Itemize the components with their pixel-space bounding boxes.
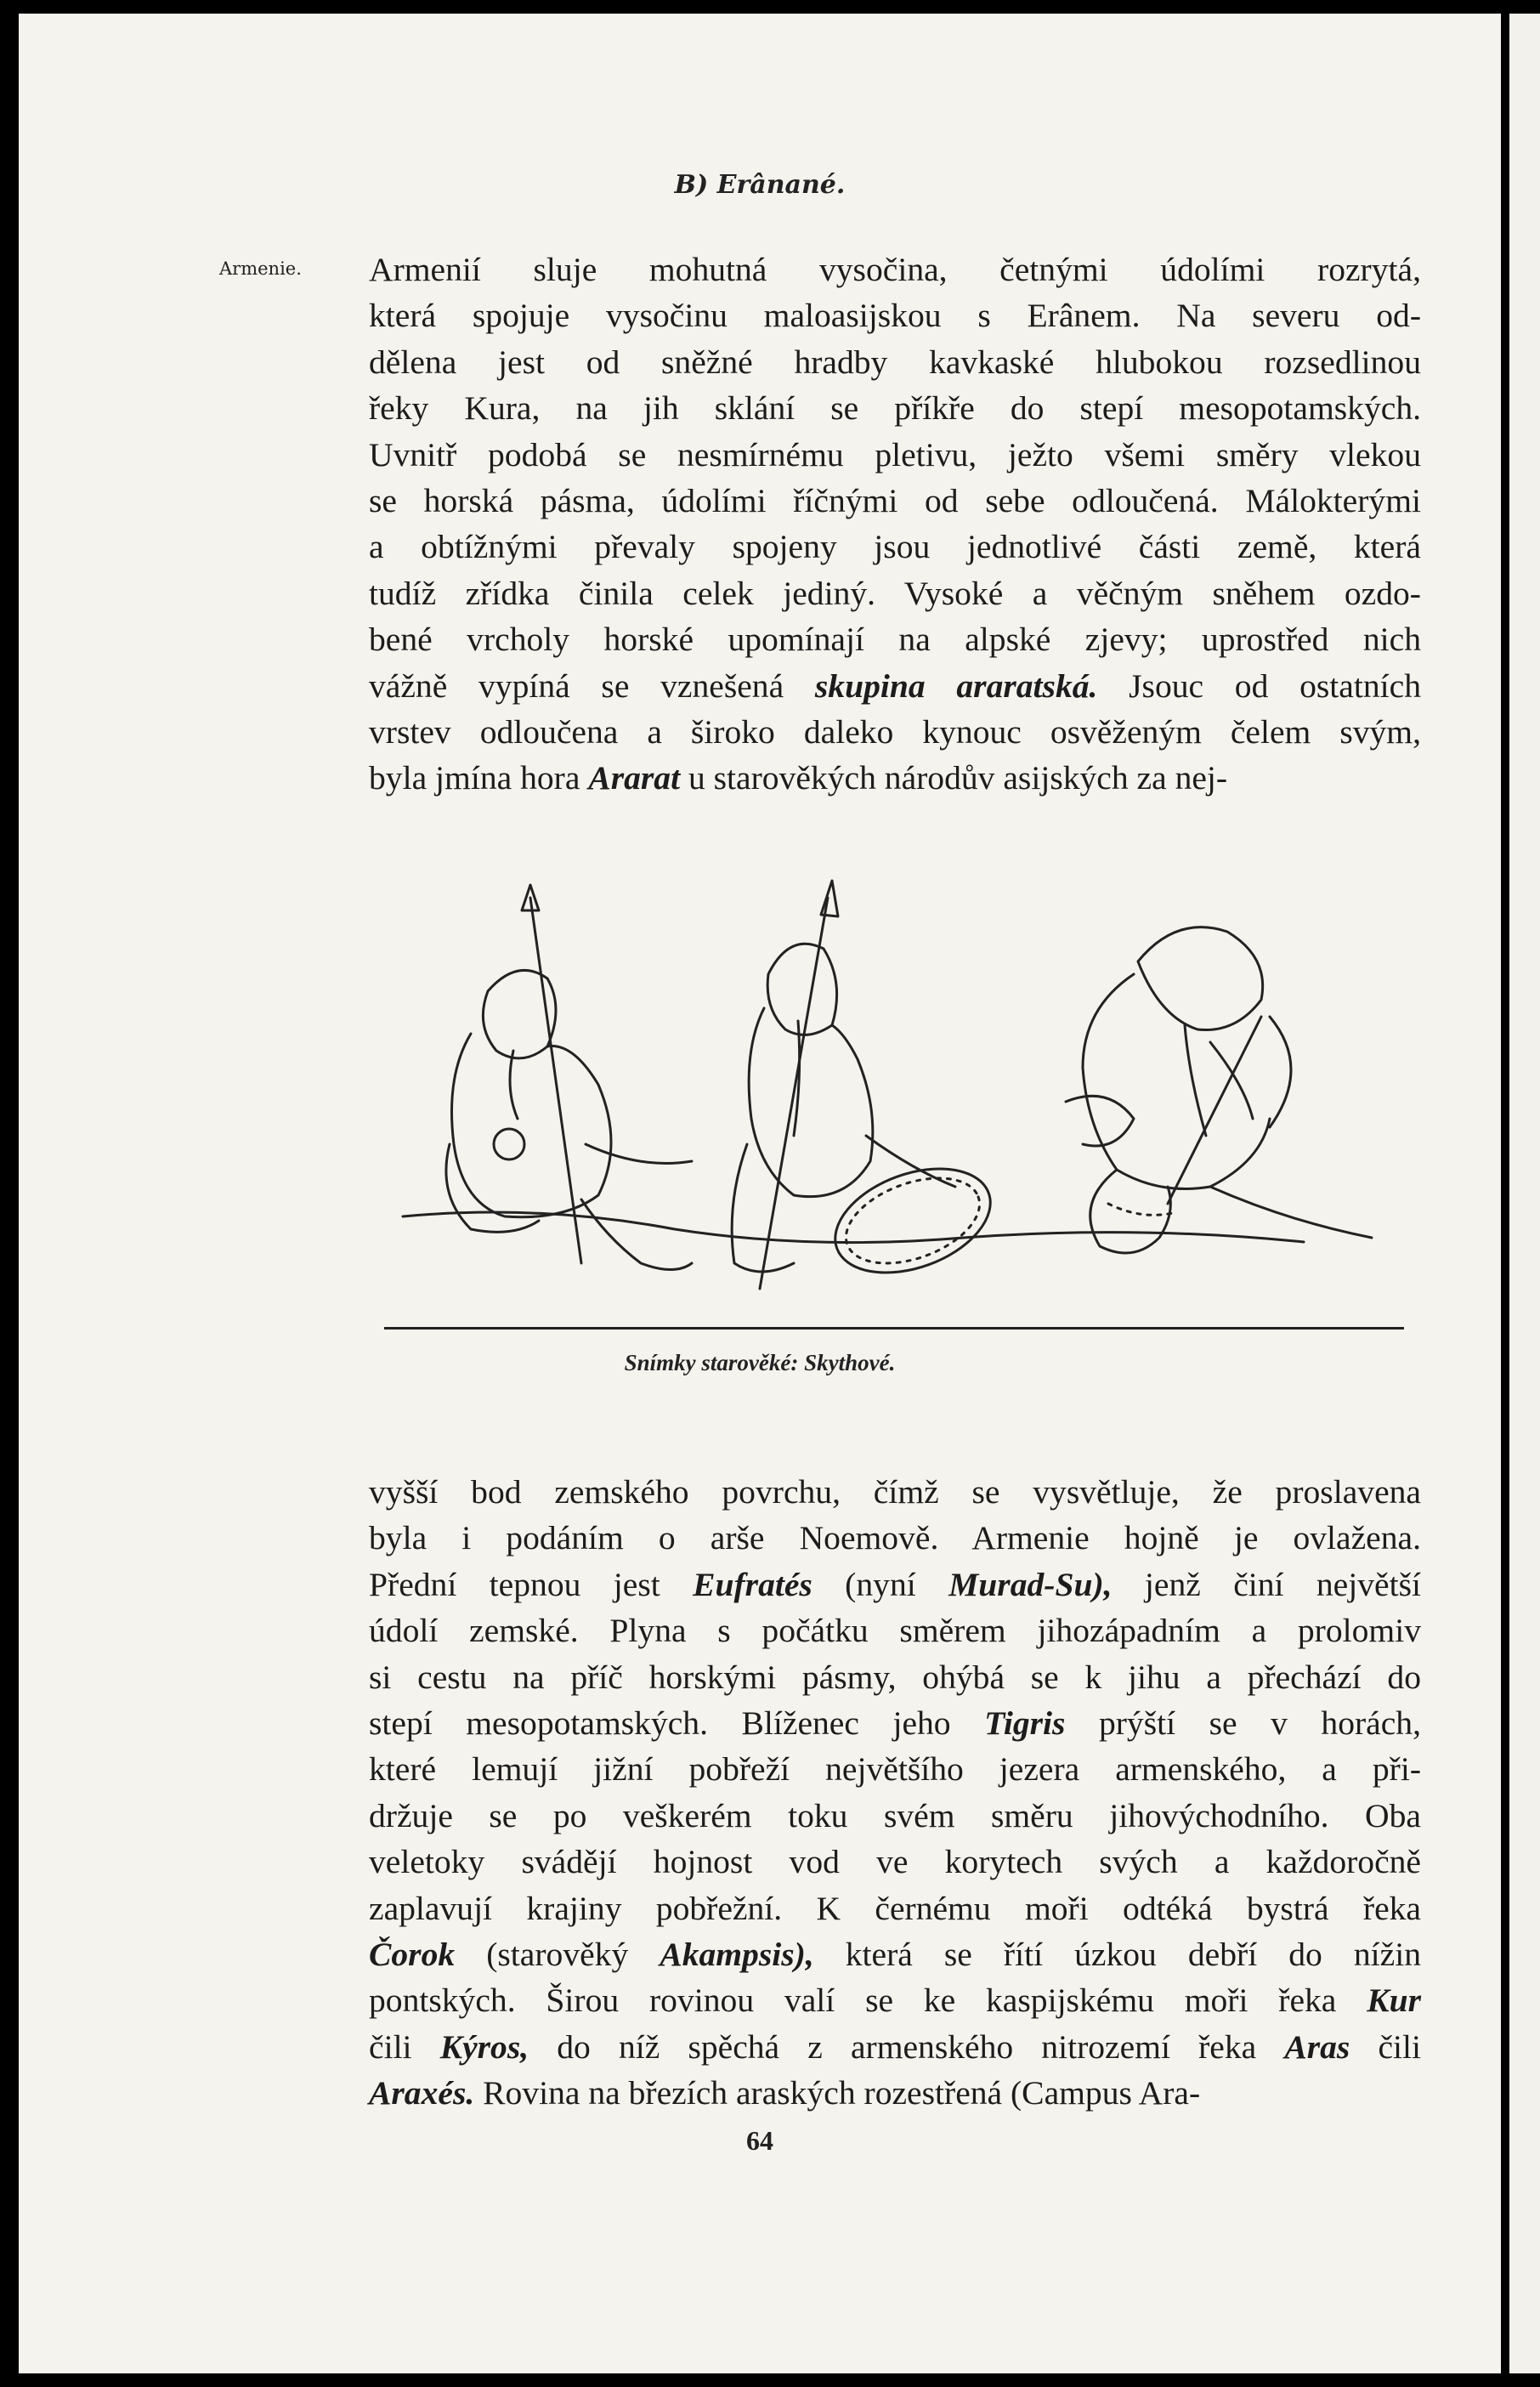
book-page [19,14,1501,2373]
text-line: vyšší bod zemského povrchu, čímž se vysvětluje, že proslavena [369,1473,1421,1511]
text-line: byla i podáním o arše Noemově. Armenie hojně je ovlažena. [369,1519,1421,1557]
text-run: (nyní [812,1565,949,1603]
text-run: pontských. Širou rovinou valí se ke kaspijskému moři řeka [369,1982,1367,2020]
running-header: B) Erânané. [674,170,846,200]
text-line: řeky Kura, na jih sklání se příkře do stepí mesopotamských. [369,389,1421,428]
text-line: bené vrcholy horské upomínají na alpské zjevy; uprostřed nich [369,621,1421,659]
text-line: údolí zemské. Plyna s počátku směrem jihozápadním a prolomiv [369,1612,1421,1650]
text-line [369,2024,1421,2070]
margin-note: Armenie. [219,258,302,279]
emphasized-term: Murad-Su), [948,1565,1113,1603]
page-number: 64 [746,2125,773,2156]
text-line: a obtížnými převaly spojeny jsou jednotlivé části země, která [369,528,1421,566]
text-line [369,1700,1421,1746]
text-line: zaplavují krajiny pobřežní. K černému moři odtéká bystrá řeka [369,1889,1421,1927]
text-run: čili [1350,2027,1422,2066]
text-run: do níž spěchá z armenského nitrozemí řeka [529,2027,1285,2066]
text-line: dělena jest od sněžné hradby kavkaské hlubokou rozsedlinou [369,343,1421,381]
caption-rule [384,1327,1404,1330]
emphasized-term: Čorok [369,1935,456,1973]
text-line: Uvnitř podobá se nesmírnému pletivu, ježto všemi směry vlekou [369,435,1421,473]
text-run: Rovina na březích araských rozestřená (Campus Ara- [474,2074,1201,2112]
text-run: Přední tepnou jest [369,1565,694,1603]
facing-page-edge [1509,14,1540,2373]
text-line: si cestu na příč horskými pásmy, ohýbá se k jihu a přechází do [369,1658,1421,1696]
text-line: která spojuje vysočinu maloasijskou s Erânem. Na severu od- [369,297,1421,335]
text-line [369,1931,1421,1977]
text-line: tudíž zřídka činila celek jediný. Vysoké a věčným sněhem ozdo- [369,574,1421,612]
text-line: které lemují jižní pobřeží největšího jezera armenského, a při- [369,1750,1421,1789]
emphasized-term: Akampsis), [660,1935,814,1973]
text-line [369,663,1421,709]
text-line: držuje se po veškerém toku svém směru jihovýchodního. Oba [369,1796,1421,1834]
paragraph-1 [369,247,1421,802]
text-line [369,1562,1421,1607]
text-line [369,2070,1421,2116]
emphasized-term: Kýros, [439,2027,529,2066]
text-run: u starověkých národův asijských za nej- [680,759,1228,797]
emphasized-term: Araxés. [369,2074,475,2112]
text-run: Jsouc od ostatních [1097,666,1421,705]
emphasized-term: Tigris [984,1704,1066,1742]
text-run: vážně vypíná se vznešená [369,666,815,705]
emphasized-term: skupina araratská. [814,666,1098,705]
text-line: veletoky svádějí hojnost vod ve korytech svých a každoročně [369,1843,1421,1881]
emphasized-term: Ararat [588,759,681,797]
text-line: vrstev odloučena a široko daleko kynouc osvěženým čelem svým, [369,712,1421,751]
emphasized-term: Eufratés [693,1565,812,1603]
text-run: byla jmína hora [369,759,589,797]
text-line [369,1977,1421,2023]
text-run: prýští se v horách, [1065,1704,1421,1742]
text-line: se horská pásma, údolími říčnými od sebe odloučená. Málokterými [369,481,1421,519]
text-run: čili [369,2027,440,2066]
text-line [369,755,1421,801]
text-run: která se řítí úzkou debří do nížin [813,1935,1421,1973]
emphasized-term: Aras [1284,2027,1350,2066]
illustration-caption: Snímky starověké: Skythové. [624,1350,896,1375]
text-run: stepí mesopotamských. Blíženec jeho [369,1704,985,1742]
text-line: Armenií sluje mohutná vysočina, četnými údolími rozrytá, [369,251,1421,288]
text-run: jenž činí největší [1112,1565,1421,1603]
emphasized-term: Kur [1367,1982,1421,2020]
scythians-illustration [369,864,1423,1340]
paragraph-2 [369,1469,1421,2116]
text-run: (starověký [455,1935,660,1973]
